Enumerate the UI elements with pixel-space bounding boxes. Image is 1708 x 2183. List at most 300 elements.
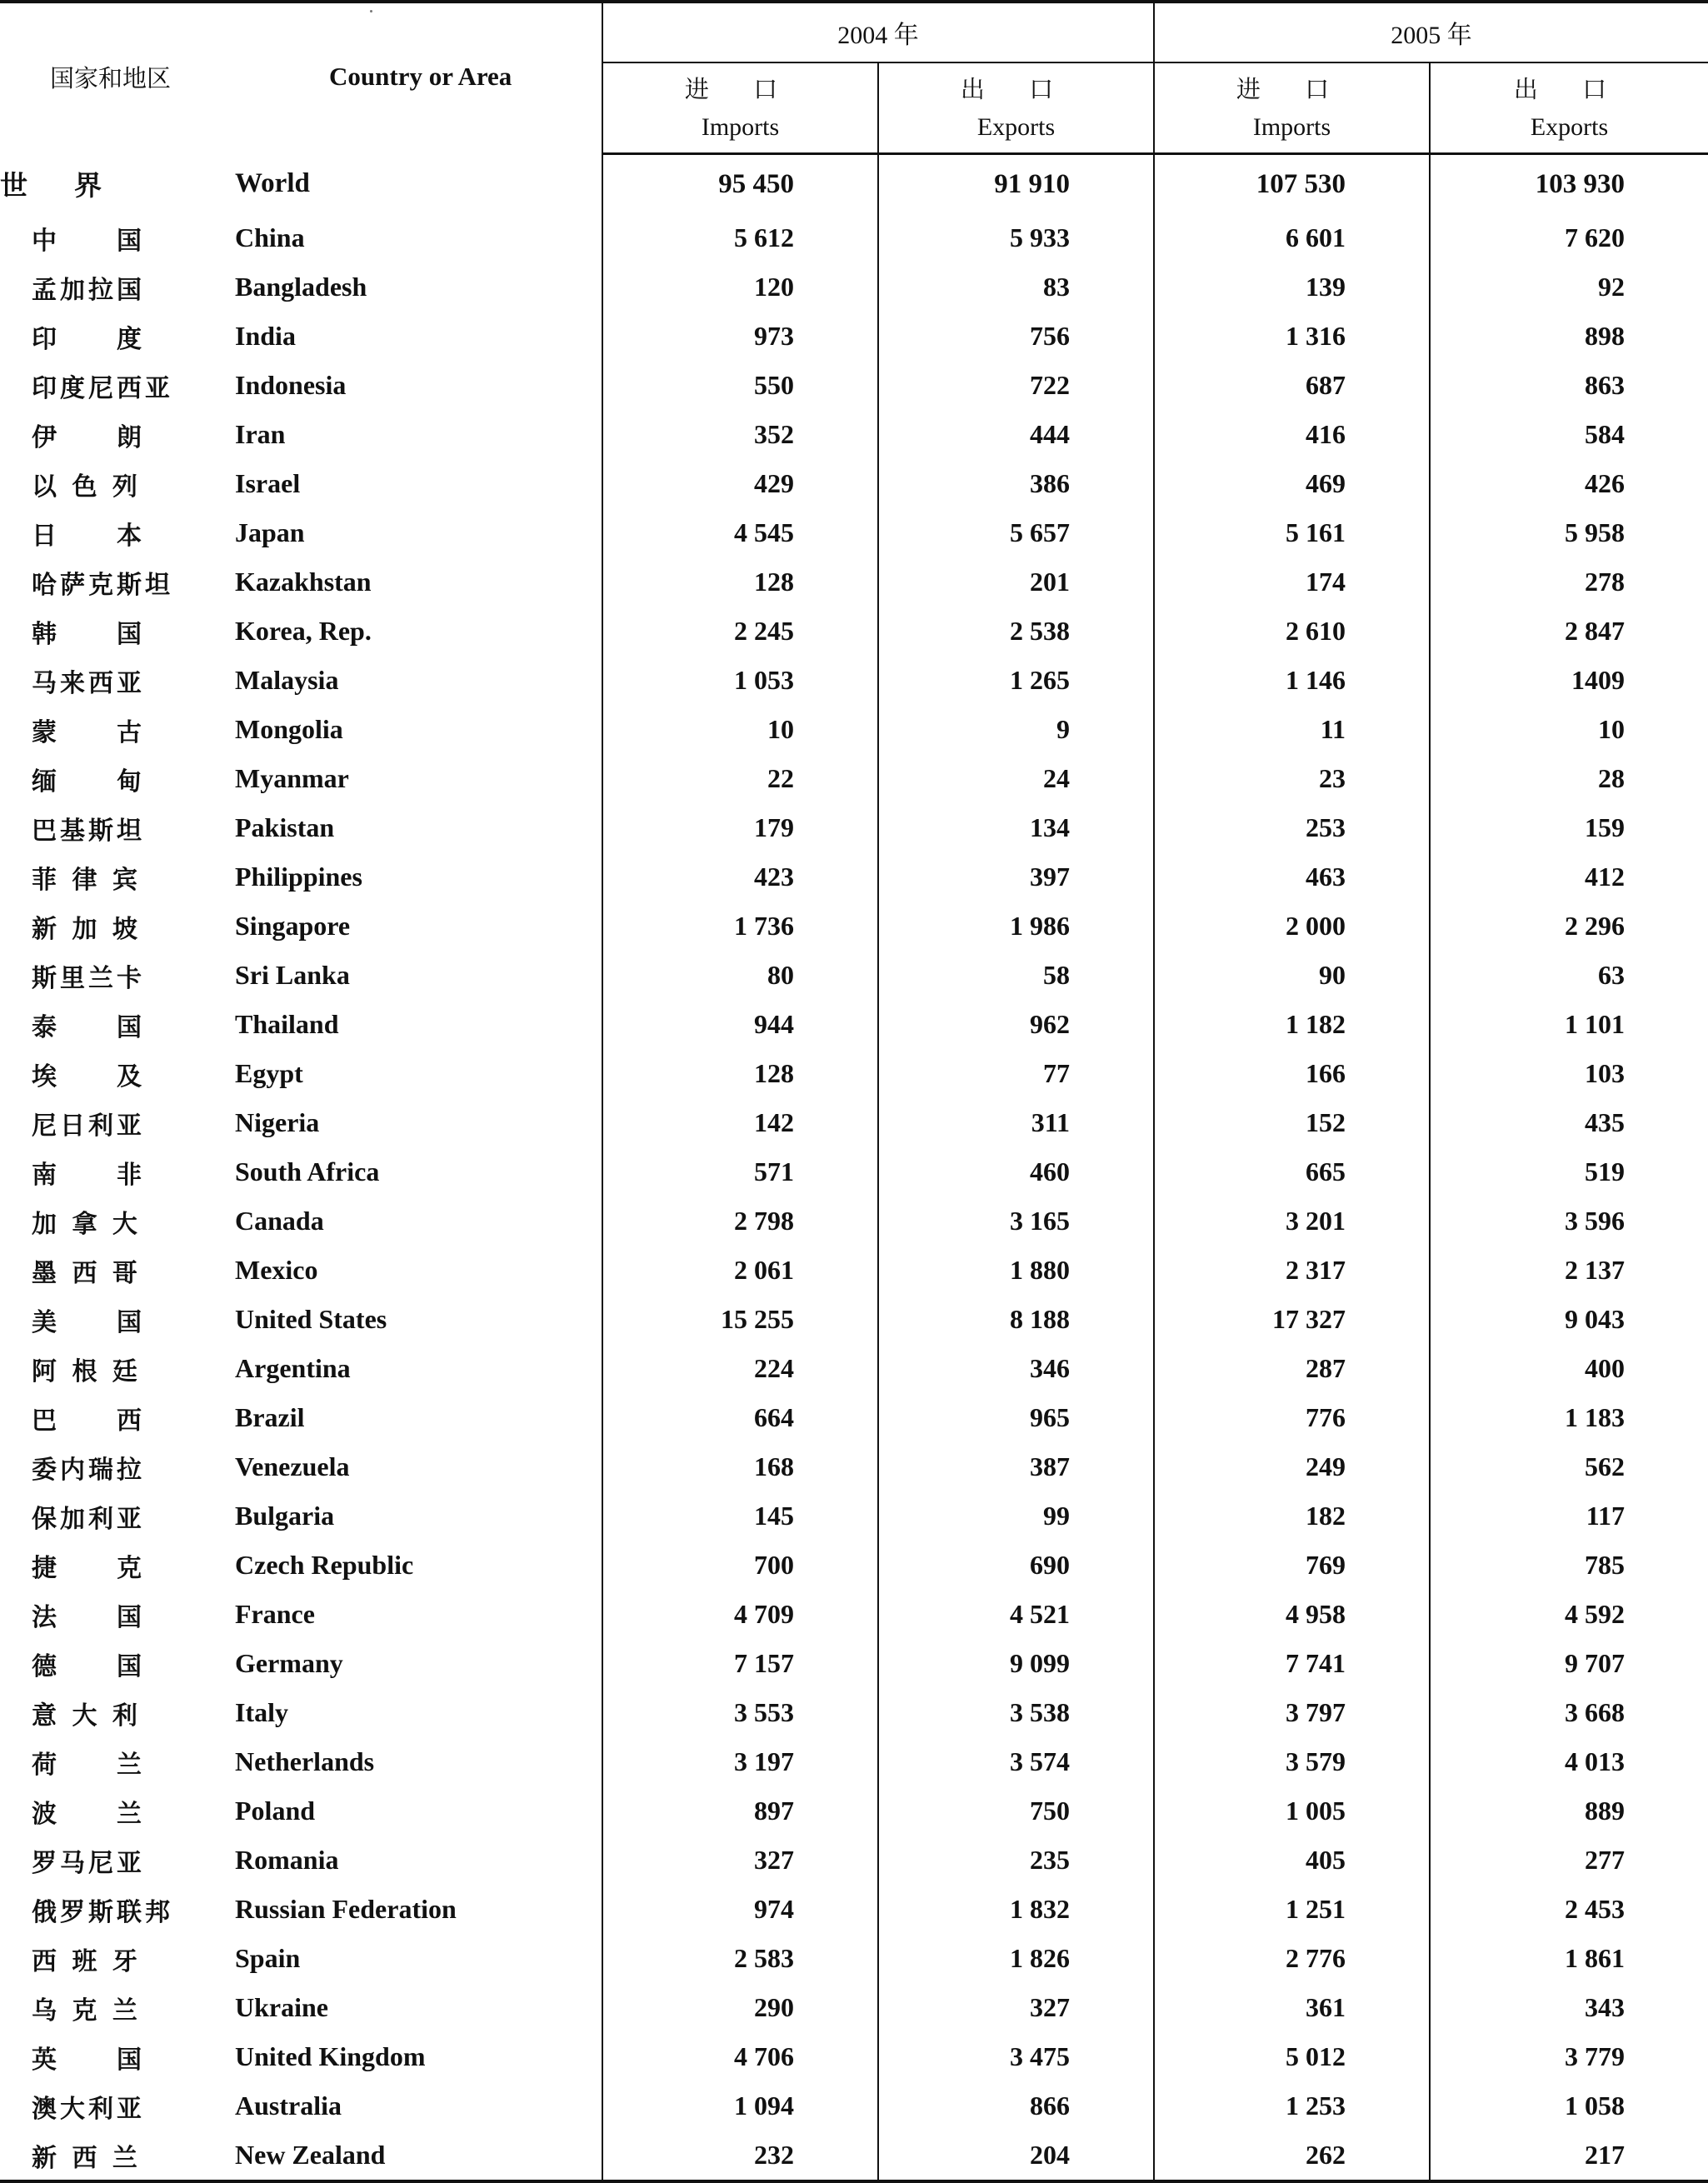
exports-2005-cell: 785 bbox=[1430, 1541, 1708, 1590]
imports-2005-cell: 152 bbox=[1154, 1098, 1430, 1147]
exports-2005-cell: 3 668 bbox=[1430, 1688, 1708, 1737]
country-en-cell: Israel bbox=[235, 468, 301, 498]
exports-2004-cell: 750 bbox=[878, 1786, 1154, 1836]
exports-2004-cell: 9 bbox=[878, 705, 1154, 754]
imports-2004-cell: 95 450 bbox=[602, 154, 878, 214]
country-cn-cell: 缅 甸 bbox=[32, 767, 145, 797]
country-cn-cell: 新 西 兰 bbox=[0, 2131, 233, 2181]
imports-2005-cell: 469 bbox=[1154, 459, 1430, 508]
exports-2005-cell: 584 bbox=[1430, 410, 1708, 459]
imports-2005-cell: 416 bbox=[1154, 410, 1430, 459]
imports-2004-cell: 10 bbox=[602, 705, 878, 754]
exports-2004-cell: 397 bbox=[878, 852, 1154, 902]
exports-2005-cell: 9 707 bbox=[1430, 1639, 1708, 1688]
table-row bbox=[0, 1000, 1708, 1049]
imports-2004-cell: 5 612 bbox=[602, 213, 878, 262]
imports-2004-cell: 179 bbox=[602, 803, 878, 852]
exports-2004-cell: 756 bbox=[878, 312, 1154, 361]
country-en-cell: United Kingdom bbox=[235, 2041, 426, 2071]
imports-2005-cell: 463 bbox=[1154, 852, 1430, 902]
imports-2004-cell: 224 bbox=[602, 1344, 878, 1393]
header-year-2004: 2004 年 bbox=[602, 2, 1154, 62]
country-en-cell: China bbox=[235, 222, 305, 252]
country-cn-cell: 孟加拉国 bbox=[32, 275, 145, 305]
exports-2005-cell: 278 bbox=[1430, 557, 1708, 607]
imports-2004-cell: 120 bbox=[602, 262, 878, 312]
header-country-cn: 国家和地区 bbox=[0, 2, 233, 154]
country-en-cell: Iran bbox=[235, 419, 286, 449]
imports-2005-cell: 23 bbox=[1154, 754, 1430, 803]
country-en-cell: Japan bbox=[235, 517, 305, 547]
country-cn-cell: 捷 克 bbox=[32, 1553, 145, 1583]
table-row-world bbox=[0, 154, 1708, 214]
country-cn-cell: 美 国 bbox=[32, 1307, 145, 1337]
imports-2004-cell: 3 553 bbox=[602, 1688, 878, 1737]
country-en-cell: Korea, Rep. bbox=[235, 616, 372, 646]
table-row bbox=[0, 508, 1708, 557]
imports-2005-cell: 1 253 bbox=[1154, 2081, 1430, 2131]
country-en-cell: Brazil bbox=[235, 1402, 305, 1432]
table-body bbox=[0, 154, 1708, 2182]
exports-2004-cell: 3 574 bbox=[878, 1737, 1154, 1786]
imports-2004-cell: 944 bbox=[602, 1000, 878, 1049]
country-cn-cell: 日 本 bbox=[32, 521, 145, 551]
imports-2005-cell: 3 579 bbox=[1154, 1737, 1430, 1786]
imports-2004-cell: 429 bbox=[602, 459, 878, 508]
table-row bbox=[0, 1639, 1708, 1688]
imports-2004-cell: 352 bbox=[602, 410, 878, 459]
imports-2004-cell: 232 bbox=[602, 2131, 878, 2181]
country-cn-cell: 马来西亚 bbox=[32, 668, 145, 698]
imports-2004-cell: 897 bbox=[602, 1786, 878, 1836]
imports-2005-cell: 90 bbox=[1154, 951, 1430, 1000]
imports-2004-cell: 550 bbox=[602, 361, 878, 410]
table-row bbox=[0, 607, 1708, 656]
imports-2004-cell: 571 bbox=[602, 1147, 878, 1196]
table-row bbox=[0, 1196, 1708, 1246]
imports-en-label: Imports bbox=[701, 112, 780, 141]
country-en-cell: Kazakhstan bbox=[235, 567, 372, 597]
imports-2004-cell: 974 bbox=[602, 1885, 878, 1934]
table-row bbox=[0, 1049, 1708, 1098]
country-en-cell: Germany bbox=[235, 1648, 343, 1678]
table-row bbox=[0, 951, 1708, 1000]
country-cn-cell: 斯里兰卡 bbox=[32, 963, 145, 993]
imports-2005-cell: 166 bbox=[1154, 1049, 1430, 1098]
table-row bbox=[0, 1836, 1708, 1885]
table-row bbox=[0, 1393, 1708, 1442]
imports-2004-cell: 290 bbox=[602, 1983, 878, 2032]
imports-2005-cell: 665 bbox=[1154, 1147, 1430, 1196]
imports-en-label: Imports bbox=[1252, 112, 1331, 141]
imports-2005-cell: 2 000 bbox=[1154, 902, 1430, 951]
table-row bbox=[0, 1541, 1708, 1590]
exports-2005-cell: 9 043 bbox=[1430, 1295, 1708, 1344]
imports-2005-cell: 3 797 bbox=[1154, 1688, 1430, 1737]
country-cn-cell: 俄罗斯联邦 bbox=[32, 1897, 173, 1927]
imports-2005-cell: 139 bbox=[1154, 262, 1430, 312]
exports-2004-cell: 77 bbox=[878, 1049, 1154, 1098]
country-en-cell: Bulgaria bbox=[235, 1501, 335, 1531]
country-en-cell: Ukraine bbox=[235, 1992, 328, 2022]
country-cn-cell: 韩 国 bbox=[32, 619, 145, 649]
imports-2005-cell: 1 251 bbox=[1154, 1885, 1430, 1934]
country-en-cell: Italy bbox=[235, 1697, 288, 1727]
imports-2004-cell: 2 583 bbox=[602, 1934, 878, 1983]
table-row bbox=[0, 361, 1708, 410]
country-cn-cell: 法 国 bbox=[32, 1602, 145, 1632]
imports-2004-cell: 4 709 bbox=[602, 1590, 878, 1639]
table-row bbox=[0, 213, 1708, 262]
country-cn-cell: 保加利亚 bbox=[32, 1504, 145, 1534]
imports-2005-cell: 769 bbox=[1154, 1541, 1430, 1590]
country-en-cell: New Zealand bbox=[233, 2131, 602, 2181]
exports-2004-cell: 235 bbox=[878, 1836, 1154, 1885]
country-cn-cell: 意 大 利 bbox=[32, 1701, 141, 1731]
exports-2005-cell: 3 779 bbox=[1430, 2032, 1708, 2081]
exports-2004-cell: 1 832 bbox=[878, 1885, 1154, 1934]
table-row bbox=[0, 262, 1708, 312]
imports-2005-cell: 1 316 bbox=[1154, 312, 1430, 361]
country-cn-cell: 墨 西 哥 bbox=[32, 1258, 141, 1288]
exports-2005-cell: 2 296 bbox=[1430, 902, 1708, 951]
exports-2004-cell: 204 bbox=[878, 2131, 1154, 2181]
exports-2004-cell: 327 bbox=[878, 1983, 1154, 2032]
exports-2005-cell: 400 bbox=[1430, 1344, 1708, 1393]
table-row bbox=[0, 1246, 1708, 1295]
imports-2005-cell: 2 776 bbox=[1154, 1934, 1430, 1983]
exports-2004-cell: 444 bbox=[878, 410, 1154, 459]
imports-2004-cell: 4 706 bbox=[602, 2032, 878, 2081]
table-row bbox=[0, 2032, 1708, 2081]
imports-2004-cell: 1 094 bbox=[602, 2081, 878, 2131]
country-en-cell: Malaysia bbox=[235, 665, 339, 695]
imports-2005-cell: 249 bbox=[1154, 1442, 1430, 1491]
exports-2005-cell: 4 013 bbox=[1430, 1737, 1708, 1786]
table-row bbox=[0, 902, 1708, 951]
header-exports-2005 bbox=[1430, 62, 1708, 154]
exports-2005-cell: 103 930 bbox=[1430, 154, 1708, 214]
header-year-2005: 2005 年 bbox=[1154, 2, 1708, 62]
table-row bbox=[0, 803, 1708, 852]
exports-2005-cell: 889 bbox=[1430, 1786, 1708, 1836]
exports-2004-cell: 722 bbox=[878, 361, 1154, 410]
exports-2005-cell: 63 bbox=[1430, 951, 1708, 1000]
exports-2005-cell: 343 bbox=[1430, 1983, 1708, 2032]
country-en-cell: Czech Republic bbox=[235, 1550, 414, 1580]
exports-2004-cell: 58 bbox=[878, 951, 1154, 1000]
table-row bbox=[0, 1688, 1708, 1737]
country-en-cell: Mexico bbox=[235, 1255, 318, 1285]
imports-2004-cell: 973 bbox=[602, 312, 878, 361]
table-row bbox=[0, 2131, 1708, 2181]
exports-2004-cell: 346 bbox=[878, 1344, 1154, 1393]
table-row bbox=[0, 1295, 1708, 1344]
country-cn-cell: 南 非 bbox=[32, 1160, 145, 1190]
country-cn-cell: 泰 国 bbox=[32, 1012, 145, 1042]
exports-2005-cell: 92 bbox=[1430, 262, 1708, 312]
exports-2005-cell: 863 bbox=[1430, 361, 1708, 410]
table-row bbox=[0, 705, 1708, 754]
exports-2004-cell: 3 538 bbox=[878, 1688, 1154, 1737]
imports-2005-cell: 11 bbox=[1154, 705, 1430, 754]
exports-2005-cell: 103 bbox=[1430, 1049, 1708, 1098]
table-row bbox=[0, 1344, 1708, 1393]
country-cn-cell: 世界 bbox=[0, 168, 148, 202]
exports-2005-cell: 1 861 bbox=[1430, 1934, 1708, 1983]
exports-2004-cell: 8 188 bbox=[878, 1295, 1154, 1344]
imports-2005-cell: 1 146 bbox=[1154, 656, 1430, 705]
country-cn-cell: 埃 及 bbox=[32, 1062, 145, 1092]
imports-2004-cell: 80 bbox=[602, 951, 878, 1000]
imports-2005-cell: 776 bbox=[1154, 1393, 1430, 1442]
country-en-cell: World bbox=[235, 167, 310, 198]
exports-2005-cell: 898 bbox=[1430, 312, 1708, 361]
table-row bbox=[0, 1442, 1708, 1491]
exports-2005-cell: 217 bbox=[1430, 2131, 1708, 2181]
exports-en-label: Exports bbox=[1530, 112, 1609, 141]
exports-en-label: Exports bbox=[976, 112, 1056, 141]
exports-2004-cell: 1 826 bbox=[878, 1934, 1154, 1983]
country-en-cell: Romania bbox=[235, 1845, 339, 1875]
imports-2004-cell: 145 bbox=[602, 1491, 878, 1541]
imports-2004-cell: 2 061 bbox=[602, 1246, 878, 1295]
table-row bbox=[0, 312, 1708, 361]
imports-2004-cell: 700 bbox=[602, 1541, 878, 1590]
country-cn-cell: 英 国 bbox=[32, 2045, 145, 2075]
exports-cn-label: 出 口 bbox=[1513, 74, 1626, 103]
country-en-cell: Australia bbox=[235, 2091, 342, 2121]
exports-2005-cell: 435 bbox=[1430, 1098, 1708, 1147]
table-row bbox=[0, 656, 1708, 705]
country-en-cell: Singapore bbox=[235, 911, 351, 941]
country-cn-cell: 乌 克 兰 bbox=[32, 1996, 141, 2026]
exports-2005-cell: 1 058 bbox=[1430, 2081, 1708, 2131]
country-cn-cell: 波 兰 bbox=[32, 1799, 145, 1829]
exports-2005-cell: 3 596 bbox=[1430, 1196, 1708, 1246]
table-row bbox=[0, 410, 1708, 459]
exports-2004-cell: 1 986 bbox=[878, 902, 1154, 951]
exports-2005-cell: 2 453 bbox=[1430, 1885, 1708, 1934]
exports-2005-cell: 1 183 bbox=[1430, 1393, 1708, 1442]
exports-2005-cell: 5 958 bbox=[1430, 508, 1708, 557]
imports-2005-cell: 1 182 bbox=[1154, 1000, 1430, 1049]
imports-2005-cell: 2 317 bbox=[1154, 1246, 1430, 1295]
country-en-cell: Pakistan bbox=[235, 812, 335, 842]
country-cn-cell: 阿 根 廷 bbox=[32, 1356, 141, 1386]
imports-2004-cell: 423 bbox=[602, 852, 878, 902]
country-cn-cell: 西 班 牙 bbox=[32, 1946, 141, 1976]
country-en-cell: Netherlands bbox=[235, 1746, 375, 1776]
imports-2004-cell: 1 736 bbox=[602, 902, 878, 951]
imports-2005-cell: 361 bbox=[1154, 1983, 1430, 2032]
imports-2004-cell: 2 798 bbox=[602, 1196, 878, 1246]
exports-2004-cell: 99 bbox=[878, 1491, 1154, 1541]
country-cn-cell: 罗马尼亚 bbox=[32, 1848, 145, 1878]
exports-2005-cell: 28 bbox=[1430, 754, 1708, 803]
imports-2005-cell: 182 bbox=[1154, 1491, 1430, 1541]
imports-2005-cell: 4 958 bbox=[1154, 1590, 1430, 1639]
exports-2005-cell: 1 101 bbox=[1430, 1000, 1708, 1049]
table-row bbox=[0, 1737, 1708, 1786]
imports-2004-cell: 22 bbox=[602, 754, 878, 803]
country-cn-cell: 德 国 bbox=[32, 1651, 145, 1681]
exports-2004-cell: 83 bbox=[878, 262, 1154, 312]
country-cn-cell: 中 国 bbox=[32, 226, 145, 256]
exports-2004-cell: 201 bbox=[878, 557, 1154, 607]
country-cn-cell: 巴基斯坦 bbox=[32, 816, 145, 846]
imports-2005-cell: 5 161 bbox=[1154, 508, 1430, 557]
imports-2005-cell: 405 bbox=[1154, 1836, 1430, 1885]
country-cn-cell: 以 色 列 bbox=[32, 472, 141, 502]
country-cn-cell: 印 度 bbox=[32, 324, 145, 354]
imports-2004-cell: 128 bbox=[602, 557, 878, 607]
imports-2004-cell: 15 255 bbox=[602, 1295, 878, 1344]
country-cn-cell: 巴 西 bbox=[32, 1406, 145, 1436]
exports-2004-cell: 2 538 bbox=[878, 607, 1154, 656]
table-row bbox=[0, 1491, 1708, 1541]
country-en-cell: South Africa bbox=[235, 1156, 380, 1186]
exports-2004-cell: 1 880 bbox=[878, 1246, 1154, 1295]
imports-2005-cell: 174 bbox=[1154, 557, 1430, 607]
table-header bbox=[0, 2, 1708, 154]
header-country-en: Country or Area bbox=[233, 2, 602, 154]
imports-2004-cell: 4 545 bbox=[602, 508, 878, 557]
country-en-cell: France bbox=[235, 1599, 315, 1629]
exports-2005-cell: 159 bbox=[1430, 803, 1708, 852]
exports-2004-cell: 3 165 bbox=[878, 1196, 1154, 1246]
exports-2005-cell: 117 bbox=[1430, 1491, 1708, 1541]
exports-2004-cell: 965 bbox=[878, 1393, 1154, 1442]
country-en-cell: Canada bbox=[235, 1206, 324, 1236]
exports-2004-cell: 866 bbox=[878, 2081, 1154, 2131]
imports-2004-cell: 3 197 bbox=[602, 1737, 878, 1786]
imports-2004-cell: 664 bbox=[602, 1393, 878, 1442]
country-en-cell: United States bbox=[235, 1304, 387, 1334]
exports-2005-cell: 426 bbox=[1430, 459, 1708, 508]
exports-2005-cell: 2 137 bbox=[1430, 1246, 1708, 1295]
table-row bbox=[0, 754, 1708, 803]
country-cn-cell: 菲 律 宾 bbox=[32, 865, 141, 895]
imports-2004-cell: 327 bbox=[602, 1836, 878, 1885]
country-cn-cell: 尼日利亚 bbox=[32, 1111, 145, 1141]
imports-2004-cell: 7 157 bbox=[602, 1639, 878, 1688]
exports-2004-cell: 5 657 bbox=[878, 508, 1154, 557]
imports-2004-cell: 128 bbox=[602, 1049, 878, 1098]
imports-2005-cell: 1 005 bbox=[1154, 1786, 1430, 1836]
imports-2004-cell: 168 bbox=[602, 1442, 878, 1491]
table-row bbox=[0, 1590, 1708, 1639]
exports-2004-cell: 3 475 bbox=[878, 2032, 1154, 2081]
country-en-cell: India bbox=[235, 321, 296, 351]
country-en-cell: Argentina bbox=[235, 1353, 351, 1383]
table-row bbox=[0, 459, 1708, 508]
country-en-cell: Spain bbox=[235, 1943, 301, 1973]
country-cn-cell: 哈萨克斯坦 bbox=[32, 570, 173, 600]
table-row bbox=[0, 1098, 1708, 1147]
country-en-cell: Nigeria bbox=[235, 1107, 320, 1137]
country-cn-cell: 蒙 古 bbox=[32, 717, 145, 747]
exports-2004-cell: 387 bbox=[878, 1442, 1154, 1491]
table-row bbox=[0, 1983, 1708, 2032]
country-cn-cell: 新 加 坡 bbox=[32, 914, 141, 944]
imports-2005-cell: 7 741 bbox=[1154, 1639, 1430, 1688]
exports-2004-cell: 9 099 bbox=[878, 1639, 1154, 1688]
imports-2005-cell: 287 bbox=[1154, 1344, 1430, 1393]
exports-cn-label: 出 口 bbox=[960, 74, 1072, 103]
imports-cn-label: 进 口 bbox=[684, 74, 797, 103]
country-cn-cell: 荷 兰 bbox=[32, 1750, 145, 1780]
header-exports-2004 bbox=[878, 62, 1154, 154]
imports-2005-cell: 2 610 bbox=[1154, 607, 1430, 656]
exports-2004-cell: 24 bbox=[878, 754, 1154, 803]
imports-2005-cell: 6 601 bbox=[1154, 213, 1430, 262]
exports-2004-cell: 5 933 bbox=[878, 213, 1154, 262]
exports-2004-cell: 690 bbox=[878, 1541, 1154, 1590]
exports-2004-cell: 4 521 bbox=[878, 1590, 1154, 1639]
imports-2004-cell: 142 bbox=[602, 1098, 878, 1147]
exports-2004-cell: 91 910 bbox=[878, 154, 1154, 214]
imports-2005-cell: 107 530 bbox=[1154, 154, 1430, 214]
exports-2004-cell: 134 bbox=[878, 803, 1154, 852]
country-en-cell: Poland bbox=[235, 1796, 316, 1826]
country-en-cell: Mongolia bbox=[235, 714, 343, 744]
exports-2005-cell: 412 bbox=[1430, 852, 1708, 902]
imports-2005-cell: 3 201 bbox=[1154, 1196, 1430, 1246]
imports-2005-cell: 17 327 bbox=[1154, 1295, 1430, 1344]
imports-2005-cell: 687 bbox=[1154, 361, 1430, 410]
imports-2005-cell: 253 bbox=[1154, 803, 1430, 852]
exports-2005-cell: 10 bbox=[1430, 705, 1708, 754]
table-row bbox=[0, 2081, 1708, 2131]
country-cn-cell: 伊 朗 bbox=[32, 422, 145, 452]
country-cn-cell: 印度尼西亚 bbox=[32, 373, 173, 403]
exports-2004-cell: 460 bbox=[878, 1147, 1154, 1196]
exports-2005-cell: 519 bbox=[1430, 1147, 1708, 1196]
country-en-cell: Thailand bbox=[235, 1009, 339, 1039]
imports-2004-cell: 1 053 bbox=[602, 656, 878, 705]
country-en-cell: Indonesia bbox=[235, 370, 347, 400]
exports-2004-cell: 386 bbox=[878, 459, 1154, 508]
country-en-cell: Myanmar bbox=[235, 763, 349, 793]
exports-2005-cell: 7 620 bbox=[1430, 213, 1708, 262]
header-imports-2005 bbox=[1154, 62, 1430, 154]
country-en-cell: Philippines bbox=[235, 862, 362, 892]
header-imports-2004 bbox=[602, 62, 878, 154]
table-row bbox=[0, 1934, 1708, 1983]
country-en-cell: Bangladesh bbox=[235, 272, 367, 302]
table-row bbox=[0, 1147, 1708, 1196]
country-cn-cell: 委内瑞拉 bbox=[32, 1455, 145, 1485]
imports-cn-label: 进 口 bbox=[1236, 74, 1348, 103]
exports-2005-cell: 4 592 bbox=[1430, 1590, 1708, 1639]
exports-2004-cell: 1 265 bbox=[878, 656, 1154, 705]
table-row bbox=[0, 1885, 1708, 1934]
imports-2005-cell: 262 bbox=[1154, 2131, 1430, 2181]
imports-2005-cell: 5 012 bbox=[1154, 2032, 1430, 2081]
country-cn-cell: 加 拿 大 bbox=[32, 1209, 141, 1239]
country-en-cell: Venezuela bbox=[235, 1451, 350, 1481]
exports-2004-cell: 311 bbox=[878, 1098, 1154, 1147]
country-en-cell: Sri Lanka bbox=[235, 960, 350, 990]
country-en-cell: Egypt bbox=[235, 1058, 303, 1088]
exports-2005-cell: 277 bbox=[1430, 1836, 1708, 1885]
exports-2004-cell: 962 bbox=[878, 1000, 1154, 1049]
country-cn-cell: 澳大利亚 bbox=[32, 2094, 145, 2124]
exports-2005-cell: 2 847 bbox=[1430, 607, 1708, 656]
country-en-cell: Russian Federation bbox=[235, 1894, 457, 1924]
table-row bbox=[0, 852, 1708, 902]
